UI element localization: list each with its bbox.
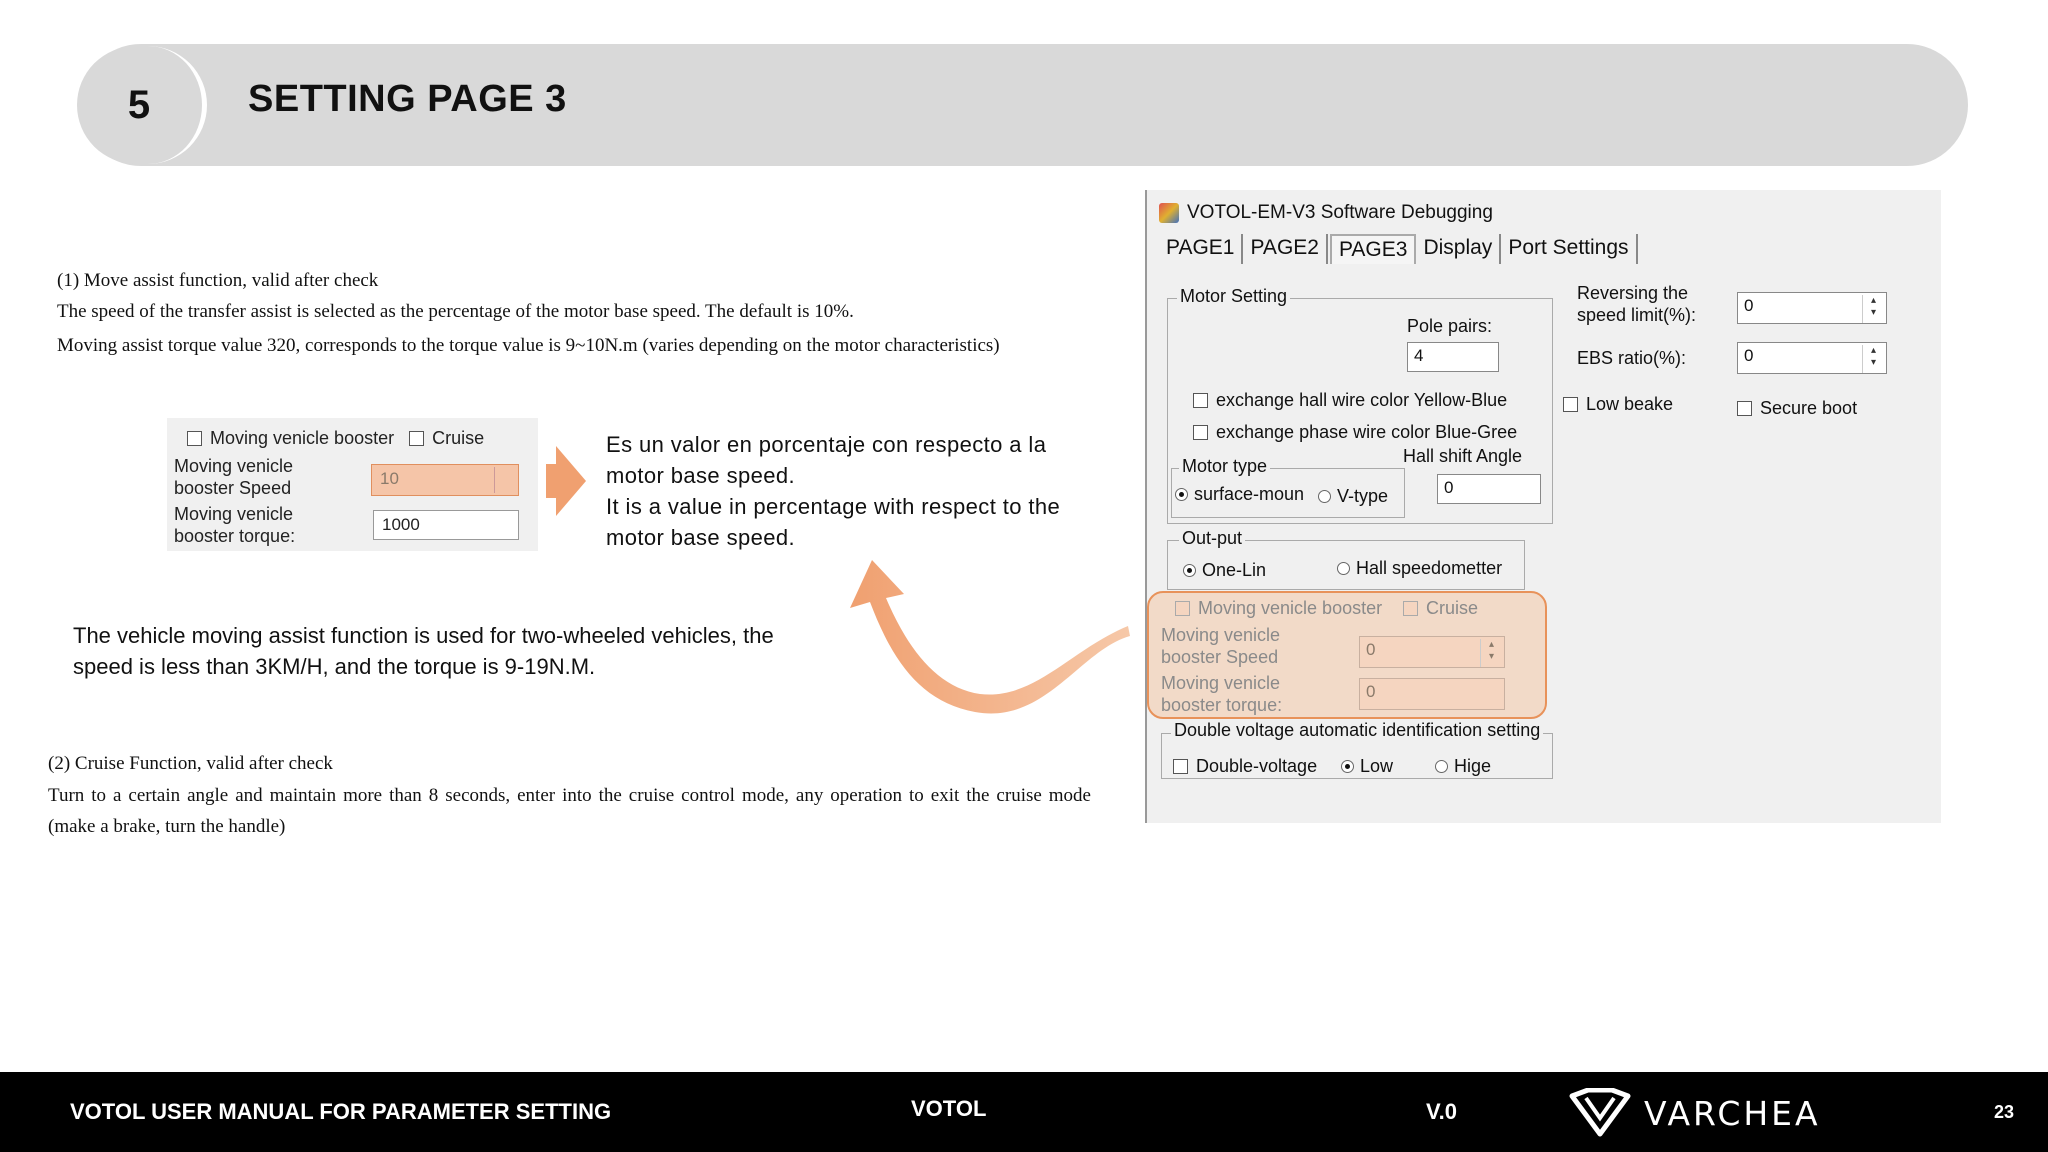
section2-paragraph: Turn to a certain angle and maintain more than 8 seconds, enter into the cruise control mode, any operation to exit the cruise mode (make a brake, turn the handle) [48, 785, 1091, 837]
app-icon [1159, 203, 1179, 223]
win-torque-label-line1: Moving venicle [1161, 673, 1281, 693]
brand-name: VARCHEA [1644, 1093, 1821, 1133]
booster-example-panel [167, 418, 538, 551]
booster-label: Moving venicle booster [210, 428, 395, 448]
ebs-label: EBS ratio(%): [1577, 348, 1687, 368]
double-voltage-label: Double voltage automatic identification setting [1171, 720, 1543, 741]
win-speed-label [1161, 624, 1280, 668]
section2-title: (2) Cruise Function, valid after check [48, 753, 333, 774]
win-speed-value: 0 [1366, 640, 1376, 659]
hall-wire-label: exchange hall wire color Yellow-Blue [1216, 390, 1508, 410]
low-voltage-label: Low [1360, 756, 1394, 776]
win-speed-label-line1: Moving venicle [1161, 625, 1281, 645]
window-title: VOTOL-EM-V3 Software Debugging [1187, 202, 1493, 223]
speed-label-line2: booster Speed [174, 478, 292, 498]
win-cruise-label: Cruise [1426, 598, 1479, 618]
secure-boot-option[interactable] [1737, 398, 1857, 419]
pole-pairs-label: Pole pairs: [1407, 316, 1493, 336]
note-line2: speed is less than 3KM/H, and the torque is 9-19N.M. [73, 654, 596, 679]
phase-wire-option[interactable] [1193, 422, 1517, 443]
reversing-input[interactable] [1737, 292, 1887, 324]
motor-setting-label: Motor Setting [1177, 286, 1290, 307]
explanation-text [606, 429, 1060, 553]
hall-speedometer-label: Hall speedometter [1356, 558, 1503, 578]
hall-wire-checkbox[interactable] [1193, 393, 1208, 408]
window-title-bar [1159, 202, 1493, 224]
torque-label-line2: booster torque: [174, 526, 296, 546]
ebs-input[interactable] [1737, 342, 1887, 374]
reversing-spinner-icon[interactable]: ▴ ▾ [1862, 295, 1884, 323]
surface-mount-option[interactable] [1175, 484, 1304, 505]
one-line-option[interactable] [1183, 560, 1266, 581]
v-type-radio[interactable] [1318, 490, 1331, 503]
ebs-value: 0 [1744, 346, 1754, 365]
reversing-value: 0 [1744, 296, 1754, 315]
cruise-checkbox[interactable] [409, 431, 424, 446]
win-cruise-option[interactable] [1403, 598, 1478, 619]
win-booster-label: Moving venicle booster [1198, 598, 1383, 618]
output-label: Out-put [1179, 528, 1245, 549]
tab-page2[interactable]: PAGE2 [1243, 234, 1327, 264]
win-torque-value: 0 [1366, 682, 1376, 701]
ebs-spinner-icon[interactable]: ▴ ▾ [1862, 345, 1884, 373]
diamond-logo-icon [1568, 1088, 1632, 1138]
win-cruise-checkbox[interactable] [1403, 601, 1418, 616]
reversing-label-line2: speed limit(%): [1577, 305, 1697, 325]
footer-version: V.0 [1426, 1099, 1458, 1124]
torque-label-line1: Moving venicle [174, 504, 294, 524]
arrow-right-icon [546, 446, 586, 516]
section-number: 5 [127, 82, 151, 127]
spinner-icon[interactable] [494, 467, 516, 493]
section1-paragraph-2: Moving assist torque value 320, corresponds to the torque value is 9~10N.m (varies depending on the motor characteristics) [57, 335, 1000, 356]
surface-mount-label: surface-moun [1194, 484, 1305, 504]
tab-display[interactable]: Display [1416, 234, 1501, 264]
torque-input[interactable] [373, 510, 519, 540]
curved-arrow-icon [830, 550, 1150, 720]
vehicle-note [73, 620, 774, 682]
hall-speedometer-radio[interactable] [1337, 562, 1350, 575]
high-voltage-radio[interactable] [1435, 760, 1448, 773]
speed-label [174, 455, 293, 499]
win-torque-input[interactable] [1359, 678, 1505, 710]
page-title: SETTING PAGE 3 [248, 78, 567, 120]
tab-page3[interactable]: PAGE3 [1330, 234, 1416, 264]
win-speed-spinner-icon[interactable]: ▴ ▾ [1480, 639, 1502, 667]
win-speed-input[interactable] [1359, 636, 1505, 668]
explanation-line1: Es un valor en porcentaje con respecto a la [606, 432, 1047, 457]
speed-value: 10 [380, 469, 399, 488]
tab-port-settings[interactable]: Port Settings [1501, 234, 1637, 264]
v-type-option[interactable] [1318, 486, 1388, 507]
phase-wire-checkbox[interactable] [1193, 425, 1208, 440]
reversing-label [1577, 282, 1696, 326]
footer-manual-title: VOTOL USER MANUAL FOR PARAMETER SETTING [70, 1099, 612, 1124]
secure-boot-label: Secure boot [1760, 398, 1858, 418]
secure-boot-checkbox[interactable] [1737, 401, 1752, 416]
speed-label-line1: Moving venicle [174, 456, 294, 476]
one-line-label: One-Lin [1202, 560, 1267, 580]
hall-shift-input[interactable] [1437, 474, 1541, 504]
reversing-label-line1: Reversing the [1577, 283, 1689, 303]
cruise-label: Cruise [432, 428, 485, 448]
one-line-radio[interactable] [1183, 564, 1196, 577]
low-brake-option[interactable] [1563, 394, 1673, 415]
hall-wire-option[interactable] [1193, 390, 1523, 411]
footer [0, 1072, 2048, 1152]
explanation-line2: motor base speed. [606, 463, 796, 488]
torque-label [174, 503, 295, 547]
double-voltage-checkbox[interactable] [1173, 759, 1188, 774]
phase-wire-label: exchange phase wire color Blue-Gree [1216, 422, 1518, 442]
win-torque-label [1161, 672, 1282, 716]
low-brake-checkbox[interactable] [1563, 397, 1578, 412]
v-type-label: V-type [1337, 486, 1389, 506]
footer-votol: VOTOL [911, 1096, 987, 1121]
high-voltage-option[interactable] [1435, 756, 1491, 777]
low-voltage-option[interactable] [1341, 756, 1393, 777]
booster-checkbox[interactable] [187, 431, 202, 446]
booster-checkbox-row [187, 428, 484, 449]
win-booster-checkbox[interactable] [1175, 601, 1190, 616]
page-number: 23 [1994, 1102, 2015, 1122]
low-brake-label: Low beake [1586, 394, 1674, 414]
pole-pairs-input[interactable] [1407, 342, 1499, 372]
section1-paragraph-1: The speed of the transfer assist is selected as the percentage of the motor base speed. The default is 10%. [57, 301, 854, 322]
hall-speedometer-option[interactable] [1337, 558, 1502, 579]
win-torque-label-line2: booster torque: [1161, 695, 1283, 715]
pole-pairs-value: 4 [1414, 346, 1424, 365]
speed-input[interactable] [371, 464, 519, 496]
note-line1: The vehicle moving assist function is used for two-wheeled vehicles, the [73, 623, 774, 648]
hall-shift-label: Hall shift Angle [1403, 446, 1523, 466]
torque-value: 1000 [382, 515, 420, 534]
hall-shift-value: 0 [1444, 478, 1454, 497]
win-speed-label-line2: booster Speed [1161, 647, 1279, 667]
tab-page1[interactable]: PAGE1 [1159, 234, 1243, 264]
double-voltage-text: Double-voltage [1196, 756, 1318, 776]
low-voltage-radio[interactable] [1341, 760, 1354, 773]
explanation-line4: motor base speed. [606, 525, 796, 550]
tab-bar [1159, 234, 1638, 264]
win-booster-option[interactable] [1175, 598, 1382, 619]
surface-mount-radio[interactable] [1175, 488, 1188, 501]
double-voltage-option[interactable] [1173, 756, 1317, 777]
brand-logo [1568, 1088, 1821, 1138]
software-window [1145, 190, 1941, 823]
section1-title: (1) Move assist function, valid after check [57, 270, 379, 291]
high-voltage-label: Hige [1454, 756, 1492, 776]
explanation-line3: It is a value in percentage with respect to the [606, 494, 1061, 519]
motor-type-label: Motor type [1179, 456, 1270, 477]
